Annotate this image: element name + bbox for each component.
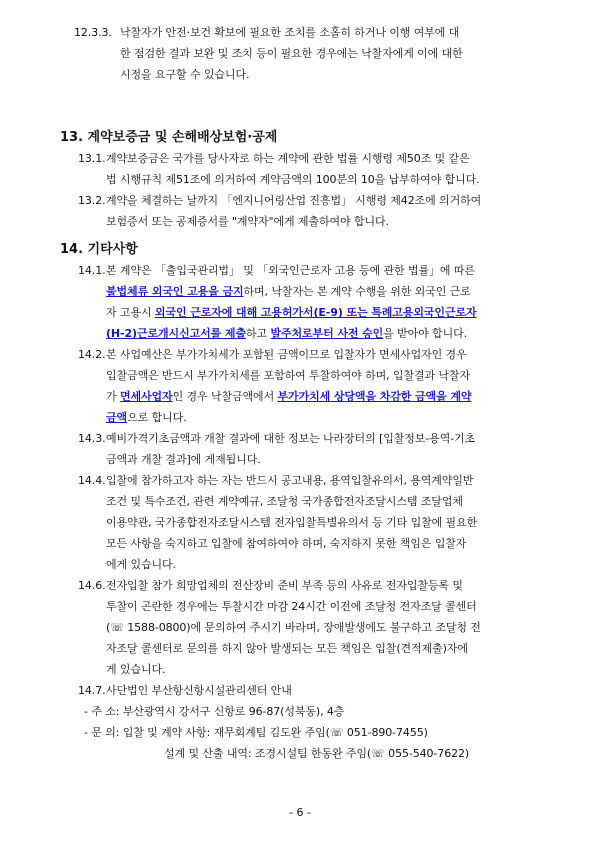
paragraph-line: 전자입찰 참가 희망업체의 전산장비 준비 부족 등의 사유로 전자입찰등록 및 <box>106 579 463 592</box>
highlight-text: (H-2)근로개시신고서를 제출 <box>106 327 246 340</box>
plain-text: 으로 합니다. <box>127 411 187 424</box>
paragraph-line: 계약을 체결하는 날까지 「엔지니어링산업 진흥법」 시행령 제42조에 의거하여 <box>106 194 482 207</box>
plain-text: 가 <box>106 390 120 403</box>
paragraph-line: 게 있습니다. <box>106 663 166 676</box>
paragraph-line: 입찰금액은 반드시 부가가치세를 포함하여 투찰하여야 하며, 입찰결과 낙찰자 <box>106 369 471 382</box>
highlight-text: 발주처로부터 사전 승인 <box>270 327 384 340</box>
highlight-text: 외국인 근로자에 대해 고용허가서(E-9) 또는 특례고용외국인근로자 <box>154 306 477 319</box>
plain-text: 하고 <box>245 327 271 340</box>
paragraph-line: 사단법인 부산항신항시설관리센터 안내 <box>106 684 292 697</box>
highlight-text: 부가가치세 상당액을 차감한 금액을 계약 <box>277 390 472 403</box>
paragraph-line: 한 점검한 결과 보완 및 조치 등이 필요한 경우에는 낙찰자에게 이에 대한 <box>120 47 463 60</box>
section-number: 14.1. <box>78 264 106 277</box>
address-line: - 주 소: 부산광역시 강서구 신항로 96-87(성북동), 4층 <box>84 705 345 718</box>
highlight-text: 불법체류 외국인 고용을 금지 <box>106 285 244 298</box>
paragraph-line: 낙찰자가 안전·보건 확보에 필요한 조치를 소홀히 하거나 이행 여부에 대 <box>120 26 460 39</box>
section-number: 14.4. <box>78 474 106 487</box>
section-number: 14.7. <box>78 684 106 697</box>
paragraph-line: (☏ 1588-0800)에 문의하여 주시기 바라며, 장애발생에도 불구하고 조달청 전 <box>106 621 481 634</box>
paragraph-line <box>106 306 477 320</box>
section-number: 14.2. <box>78 348 106 361</box>
paragraph-line <box>106 285 471 299</box>
page-number: - 6 - <box>289 806 311 819</box>
paragraph-line: 모든 사항을 숙지하고 입찰에 참여하여야 하며, 숙지하지 못한 책임은 입찰자 <box>106 537 467 550</box>
inquiry-line: - 문 의: 입찰 및 계약 사항: 재무회계팀 김도완 주임(☏ 051-890-7455) <box>84 726 428 739</box>
section-number: 14.6. <box>78 579 106 592</box>
paragraph-line <box>106 390 471 404</box>
paragraph-line: 에게 있습니다. <box>106 558 176 571</box>
plain-text: 을 받아야 합니다. <box>383 327 468 340</box>
paragraph-line: 입찰에 참가하고자 하는 자는 반드시 공고내용, 용역입찰유의서, 용역계약일반 <box>106 474 474 487</box>
section-number: 13.2. <box>78 194 106 207</box>
paragraph-line: 보험증서 또는 공제증서를 "계약자"에게 제출하여야 합니다. <box>106 215 389 228</box>
paragraph-line <box>106 327 467 341</box>
section-number: 13.1. <box>78 152 106 165</box>
paragraph-line <box>106 411 187 425</box>
paragraph-line: 투찰이 곤란한 경우에는 투찰시간 마감 24시간 이전에 조달청 전자조달 콜센터 <box>106 600 477 613</box>
highlight-text: 금액 <box>106 411 128 424</box>
paragraph-line: 시정을 요구할 수 있습니다. <box>120 68 250 81</box>
paragraph-line: 자조달 콜센터로 문의를 하지 않아 발생되는 모든 책임은 입찰(견적제출)자에 <box>106 642 468 655</box>
plain-text: 인 경우 낙찰금액에서 <box>172 390 278 403</box>
inquiry-line: 설계 및 산출 내역: 조경시설팀 한동완 주임(☏ 055-540-7622) <box>164 747 470 760</box>
plain-text: 자 고용시 <box>106 306 155 319</box>
paragraph-line: 이용약관, 국가종합전자조달시스템 전자입찰특별유의서 등 기타 입찰에 필요한 <box>106 516 478 529</box>
section-number: 12.3.3. <box>74 26 112 39</box>
paragraph-line: 금액과 개찰 결과]에 게재됩니다. <box>106 453 261 466</box>
paragraph-line: 계약보증금은 국가를 당사자로 하는 계약에 관한 법률 시행령 제50조 및 같은 <box>106 152 470 165</box>
plain-text: 하며, 낙찰자는 본 계약 수행을 위한 외국인 근로 <box>243 285 471 298</box>
section-heading-14: 14. 기타사항 <box>60 242 138 257</box>
section-number: 14.3. <box>78 432 106 445</box>
section-heading-13: 13. 계약보증금 및 손해배상보험·공제 <box>60 130 278 145</box>
highlight-text: 면세사업자 <box>119 390 173 403</box>
paragraph-line: 법 시행규칙 제51조에 의거하여 계약금액의 100분의 10을 납부하여야 합니다. <box>106 173 480 186</box>
paragraph-line: 본 계약은 「출입국관리법」 및 「외국인근로자 고용 등에 관한 법률」에 따른 <box>106 264 475 277</box>
paragraph-line: 본 사업예산은 부가가치세가 포함된 금액이므로 입찰자가 면세사업자인 경우 <box>106 348 467 361</box>
paragraph-line: 조건 및 특수조건, 관련 계약예규, 조달청 국가종합전자조달시스템 조달업체 <box>106 495 463 508</box>
paragraph-line: 예비가격기초금액과 개찰 결과에 대한 정보는 나라장터의 [입찰정보-용역-기초 <box>106 432 476 445</box>
